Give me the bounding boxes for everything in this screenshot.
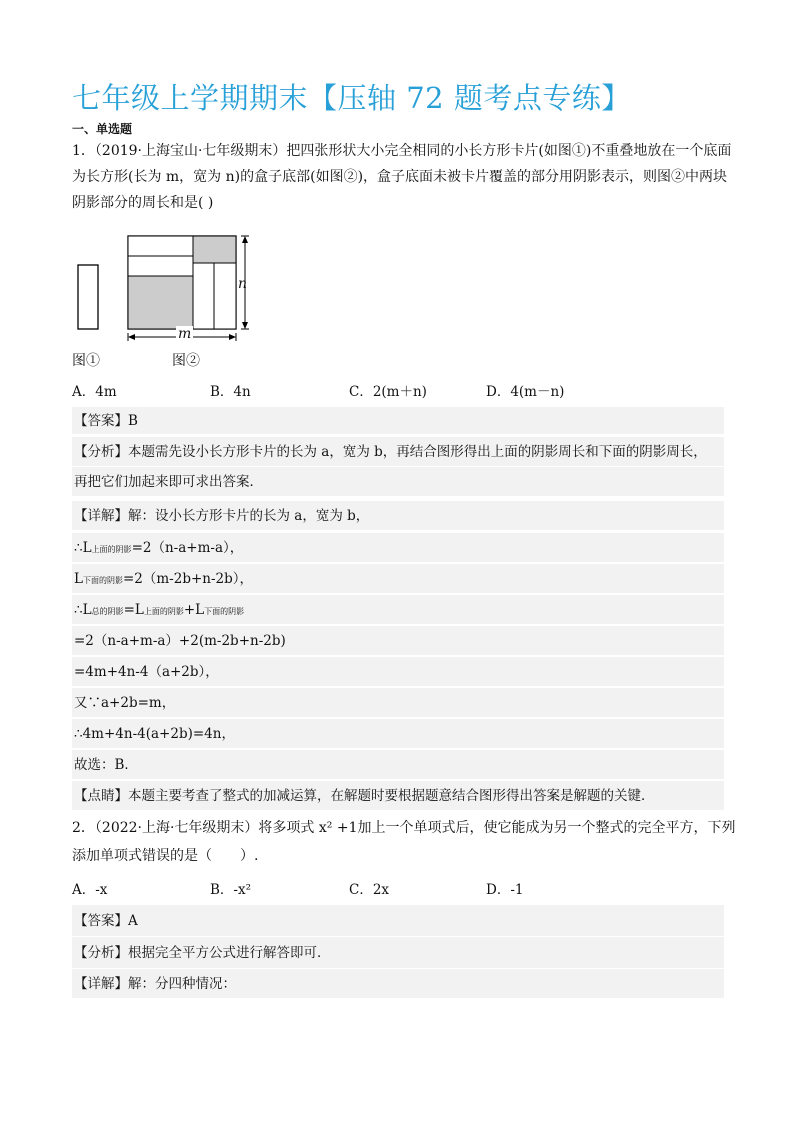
analysis-line-1: 【分析】本题需先设小长方形卡片的长为 a，宽为 b，再结合图形得出上面的阴影周长和下面的阴影周长，	[72, 437, 724, 467]
equation-3: ∴L总的阴影=L上面的阴影+L下面的阴影	[72, 595, 724, 625]
question-2-options	[72, 876, 727, 900]
question-1-options	[72, 378, 727, 402]
section-heading: 一、单选题	[72, 122, 133, 136]
option-c: C．2(m＋n)	[349, 384, 427, 400]
option-a: A．4m	[72, 384, 117, 400]
option-c: C．2x	[349, 882, 390, 898]
dimension-n-label: n	[238, 276, 248, 292]
equation-1: ∴L上面的阴影=2（n-a+m-a），	[72, 533, 724, 563]
choose-line: 故选：B．	[72, 750, 724, 780]
question-1-stem	[72, 138, 732, 216]
equation-5: =4m+4n-4（a+2b），	[72, 657, 724, 687]
question-1-line-2: 为长方形(长为 m，宽为 n)的盒子底部(如图②)，盒子底面未被卡片覆盖的部分用阴影表示，则图②中两块	[72, 169, 728, 185]
detail-line-q2: 【详解】解：分四种情况：	[72, 969, 724, 999]
detail-line: 【详解】解：设小长方形卡片的长为 a，宽为 b，	[72, 501, 724, 531]
comment-line: 【点睛】本题主要考查了整式的加减运算，在解题时要根据题意结合图形得出答案是解题的关键．	[72, 781, 724, 811]
figure-1-label: 图①	[72, 353, 100, 369]
question-1-line-1: 1．（2019·上海宝山·七年级期末）把四张形状大小完全相同的小长方形卡片(如图①)不重叠地放在一个底面	[72, 143, 732, 159]
equation-2: L下面的阴影=2（m-2b+n-2b），	[72, 564, 724, 594]
card-horizontal-1	[128, 236, 193, 256]
question-2-line-2: 添加单项式错误的是（ ）.	[72, 848, 259, 864]
card-vertical-1	[193, 263, 214, 329]
analysis-line-q2: 【分析】根据完全平方公式进行解答即可．	[72, 937, 724, 969]
answer-line-2: 【答案】A	[72, 905, 724, 937]
question-2-stem	[72, 814, 736, 870]
analysis-line-2: 再把它们加起来即可求出答案．	[72, 467, 724, 497]
figure-2-label: 图②	[172, 353, 200, 369]
option-d: D．-1	[486, 882, 524, 898]
option-a: A．-x	[72, 882, 108, 898]
card-rect	[78, 265, 98, 329]
card-horizontal-2	[128, 256, 193, 276]
option-b: B．4n	[210, 384, 251, 400]
answer-line: 【答案】B	[72, 407, 724, 435]
equation-4: =2（n-a+m-a）+2(m-2b+n-2b)	[72, 626, 724, 656]
question-1-figure	[72, 228, 282, 369]
option-b: B．-x²	[210, 882, 252, 898]
shaded-bottom	[128, 276, 193, 329]
shaded-top	[193, 236, 236, 263]
question-2-line-1: 2．（2022·上海·七年级期末）将多项式 x² +1加上一个单项式后，使它能成为另一个整式的完全平方，下列	[72, 820, 736, 836]
page-title: 七年级上学期期末【压轴 72 题考点专练】	[72, 81, 631, 115]
dimension-m-label: m	[178, 326, 192, 342]
card-vertical-2	[214, 263, 236, 329]
question-1-line-3: 阴影部分的周长和是( )	[72, 195, 214, 211]
option-d: D．4(m－n)	[486, 384, 565, 400]
equation-7: ∴4m+4n-4(a+2b)=4n，	[72, 719, 724, 749]
equation-6: 又∵a+2b=m，	[72, 688, 724, 718]
